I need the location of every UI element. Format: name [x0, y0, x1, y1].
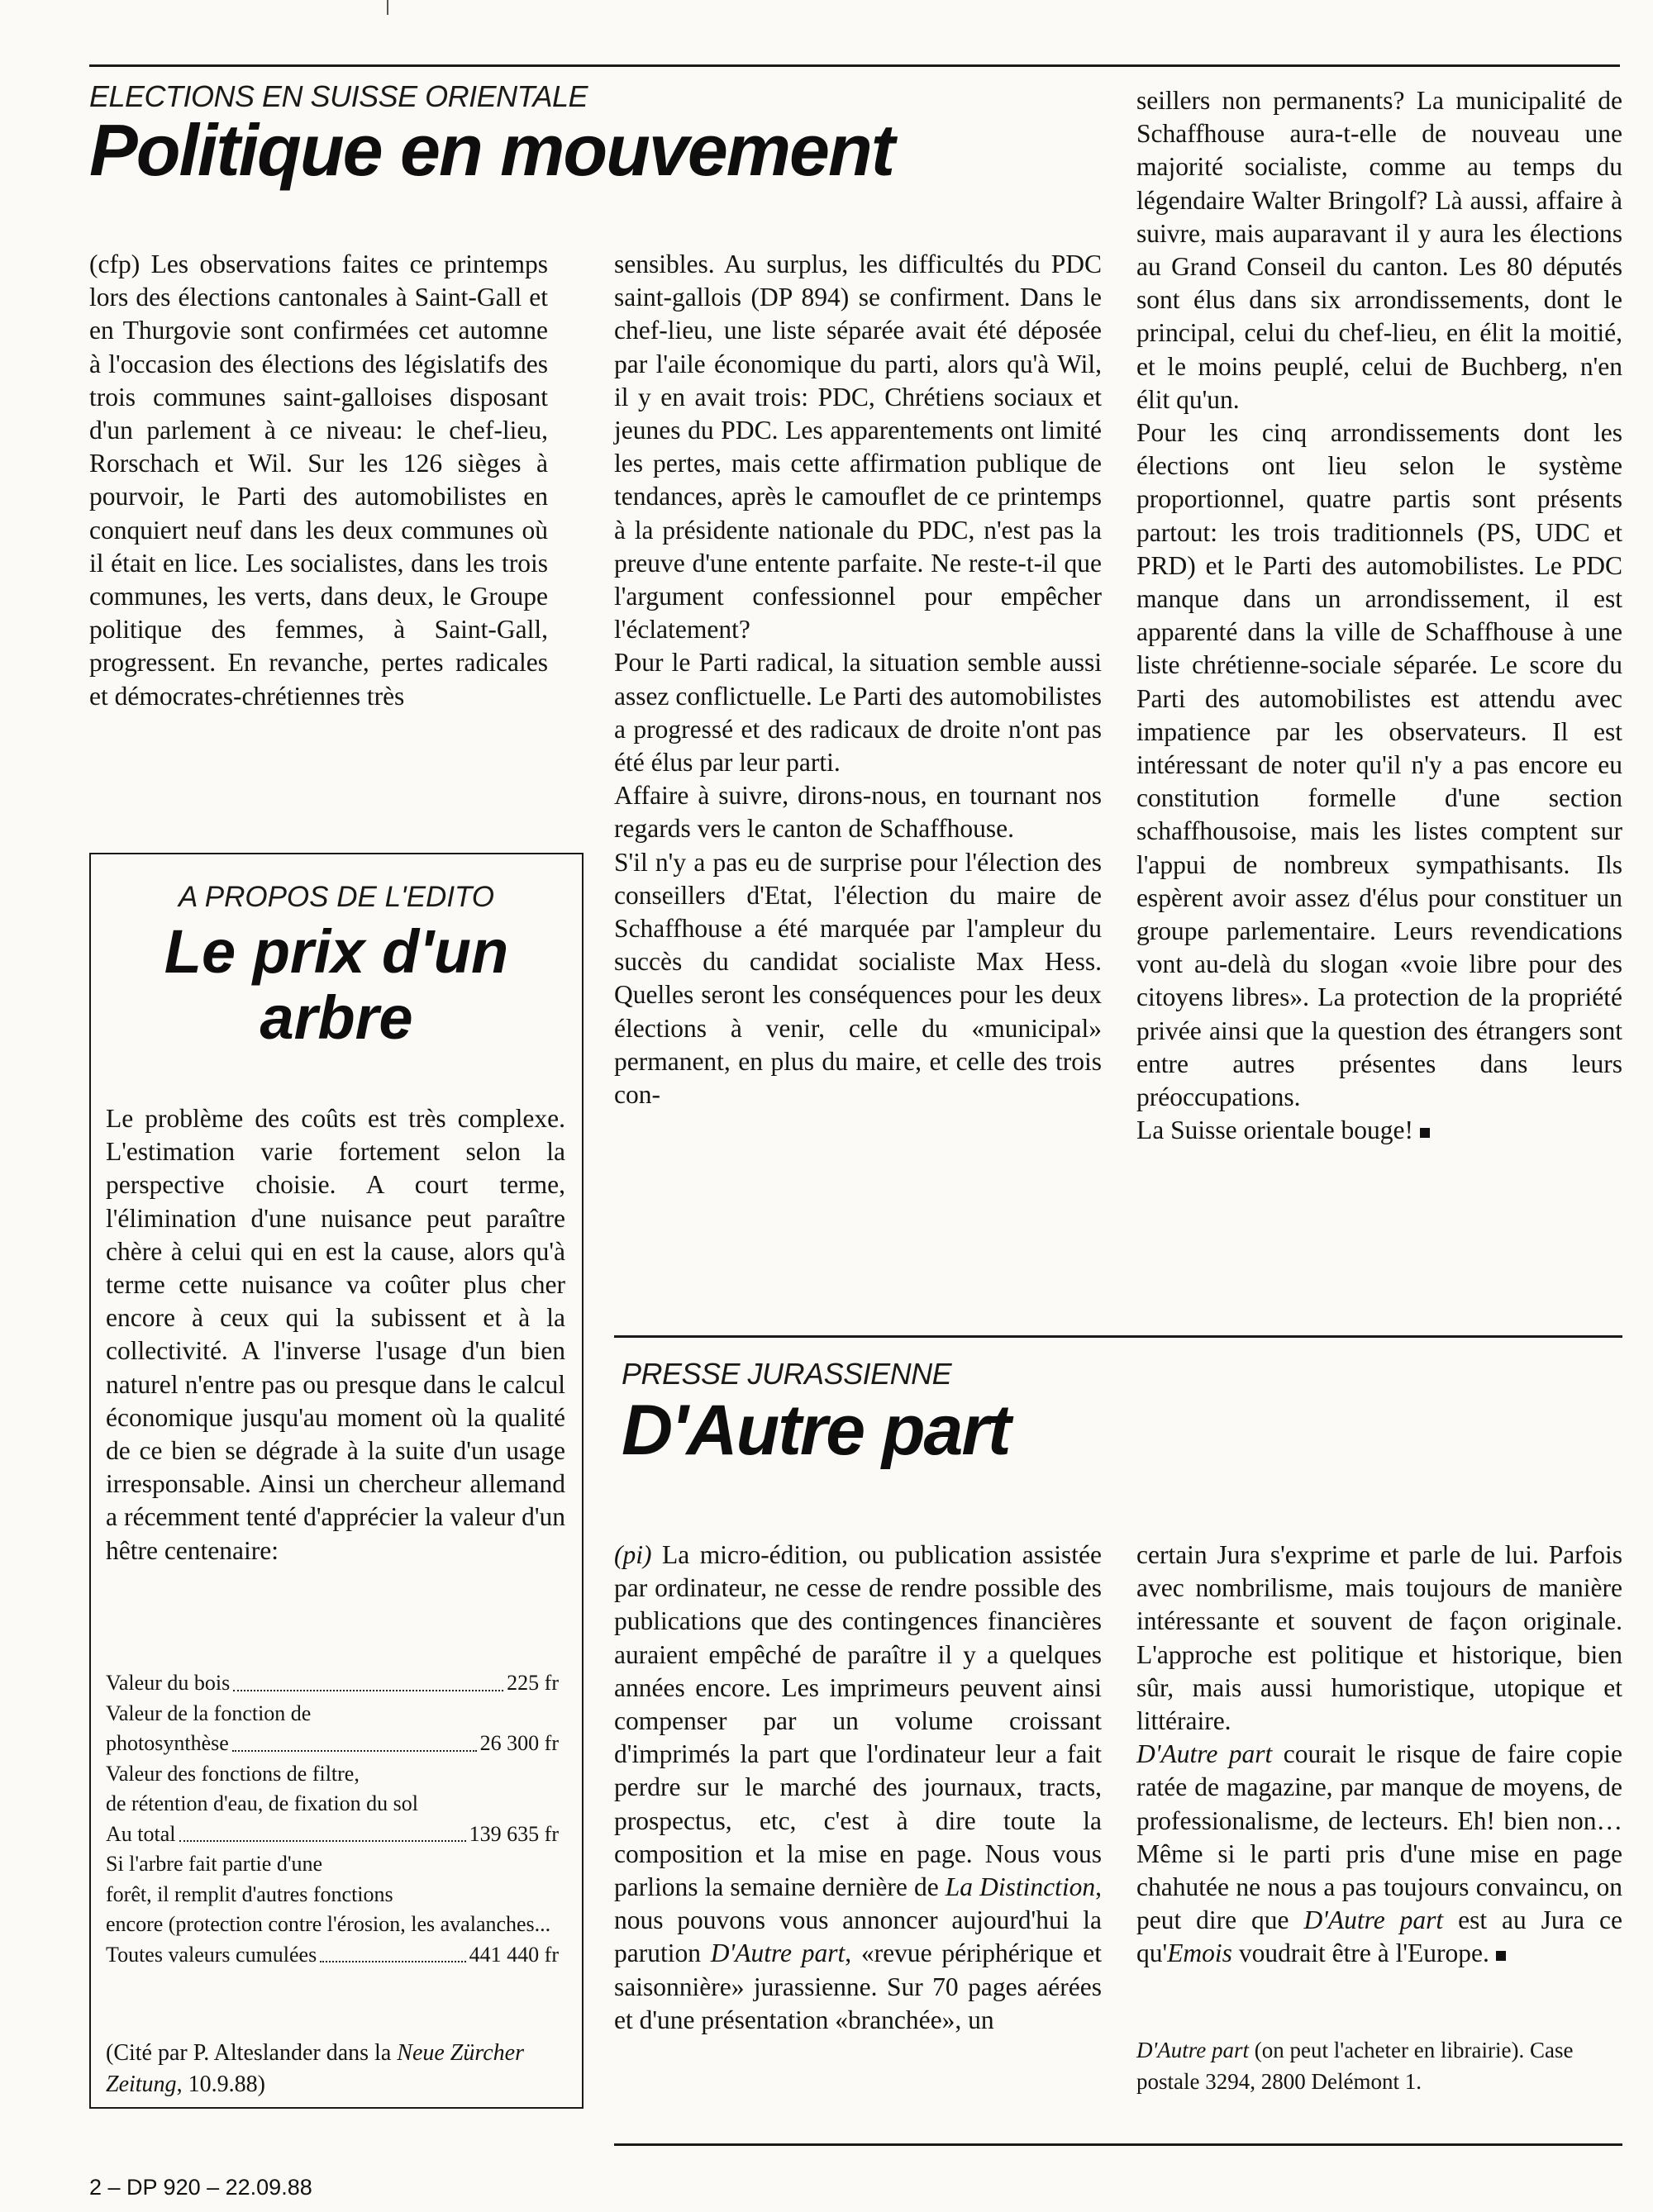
article2-title: D'Autre part: [622, 1391, 1010, 1470]
article2-italic-ref: Emois: [1167, 1938, 1232, 1968]
article2-text: est au Jura ce qu': [1136, 1905, 1623, 1968]
article2-italic-ref: La Distinction: [945, 1872, 1096, 1902]
value-label: de rétention d'eau, de fixation du sol: [106, 1791, 418, 1815]
article2-col1-text: [614, 1539, 1102, 2037]
scan-mark: [387, 0, 388, 15]
article2-text: voudrait être à l'Europe.: [1231, 1938, 1489, 1968]
value-row-cumulated: [106, 1940, 559, 1971]
article2-italic-ref: D'Autre part: [1136, 1739, 1273, 1769]
top-rule: [89, 64, 1620, 67]
sidebar-title-line1: Le prix d'un: [164, 917, 509, 986]
article1-column-3: [1136, 84, 1622, 1148]
citation-prefix: (Cité par P. Alteslander dans la: [106, 2040, 398, 2066]
article2-column-1: [614, 1539, 1102, 2037]
article2-text: La micro-édition, ou publication assistée par ordinateur, ne cesse de rendre possible des publications que des contingences financières auraient empêché de paraître il y a quelques années encore. Les imprimeurs peuvent ainsi compenser par un volume croissant d'imprimés la part que l'ordinateur leur a fait perdre sur le marché des journaux, tracts, prospectus, etc, c'est à dire toute la composition et la mise en page. Nous vous parlions la semaine dernière de: [614, 1540, 1102, 1902]
page-footer: 2 – DP 920 – 22.09.88: [89, 2175, 312, 2200]
article1-column-2: [614, 248, 1102, 1111]
value-note: encore (protection contre l'érosion, les avalanches...: [106, 1912, 551, 1936]
article1-col3-para3: [1136, 1114, 1622, 1147]
value-note: forêt, il remplit d'autres fonctions: [106, 1881, 393, 1906]
article1-kicker: ELECTIONS EN SUISSE ORIENTALE: [89, 79, 588, 113]
article1-closing-line: La Suisse orientale bouge!: [1136, 1116, 1414, 1145]
leader-dots: [179, 1820, 466, 1843]
bottom-rule: [614, 2143, 1622, 2146]
sidebar-citation: [106, 2038, 565, 2100]
article2-text: , nous pouvons vous annoncer aujourd'hui la parution: [614, 1872, 1103, 1968]
sidebar-kicker: A PROPOS DE L'EDITO: [178, 881, 495, 913]
article2-italic-ref: D'Autre part: [710, 1938, 846, 1968]
value-label: photosynthèse: [106, 1731, 229, 1755]
value-label: Toutes valeurs cumulées: [106, 1942, 317, 1967]
value-label: Au total: [106, 1821, 176, 1846]
value-amount: 441 440 fr: [469, 1942, 559, 1967]
article1-col1-text: (cfp) Les observations faites ce printemps lors des élections cantonales à Saint-Gall et en Thurgovie sont confirmées cet automne à l'occasion des élections des législatifs des trois communes saint-galloises disposant d'un parlement à ce niveau: le chef-lieu, Rorschach et Wil. Sur les 126 sièges à pourvoir, le Parti des automobilistes en conquiert neuf dans les deux communes où il était en lice. Les socialistes, dans les trois communes, les verts, dans deux, le Groupe politique des femmes, à Saint-Gall, progressent. En revanche, pertes radicales et démocrates-chrétiennes très: [89, 250, 548, 711]
article1-col2-para2: Pour le Parti radical, la situation semble aussi assez conflictuelle. Le Parti des automobilistes a progressé et des radicaux de droite n'ont pas été élus par leur parti.: [614, 648, 1102, 778]
article1-col2-para1: sensibles. Au surplus, les difficultés du PDC saint-gallois (DP 894) se confirment. Dans le chef-lieu, une liste séparée avait été déposée par l'aile économique du parti, alors qu'à Wil, il y en avait trois: PDC, Chrétiens sociaux et jeunes du PDC. Les apparentements ont limité les pertes, mais cette affirmation publique de tendances, après le camouflet de ce printemps à la présidente nationale du PDC, n'est pas la preuve d'une entente parfaite. Ne reste-t-il que l'argument confessionnel pour empêcher l'éclatement?: [614, 250, 1102, 645]
leader-dots: [233, 1668, 503, 1691]
value-label: Valeur du bois: [106, 1671, 231, 1695]
end-mark-icon: [1420, 1128, 1430, 1138]
sidebar-title: [91, 919, 582, 1051]
value-row-photosynthesis: [106, 1729, 559, 1759]
article1-col2-para3: Affaire à suivre, dirons-nous, en tournant nos regards vers le canton de Schaffhouse.: [614, 781, 1102, 844]
value-row-total: [106, 1820, 559, 1850]
article2-note: [1136, 2034, 1622, 2097]
citation-source: Neue Zürcher Zeitung: [106, 2040, 524, 2097]
value-label: Valeur des fonctions de filtre,: [106, 1761, 360, 1786]
citation-suffix: , 10.9.88): [176, 2072, 265, 2097]
article1-col3-para2: Pour les cinq arrondissements dont les élections ont lieu selon le système proportionnel, quatre partis sont présents partout: les trois traditionnels (PS, UDC et PRD) et le Parti des automobilistes. Le PDC manque dans un arrondissement, il est apparenté dans la ville de Schaffhouse à une liste chrétienne-sociale séparée. Le score du Parti des automobilistes est attendu avec impatience par les observateurs. Il est intéressant de noter qu'il n'y a pas encore eu constitution formelle d'une section schaffhousoise, mais les listes comptent sur l'appui de nombreux sympathisants. Ils espèrent avoir assez d'élus pour constituer un groupe parlementaire. Leurs revendications vont au-delà du slogan «voie libre pour des citoyens libres». La protection de la propriété privée ainsi que la question des étrangers sont entre autres présentes dans leurs préoccupations.: [1136, 418, 1622, 1112]
sidebar-title-line2: arbre: [260, 983, 413, 1052]
sidebar-body: Le problème des coûts est très complexe. L'estimation varie fortement selon la perspective choisie. A court terme, l'élimination d'une nuisance peut paraître chère à celui qui en est la cause, alors qu'à terme cette nuisance va coûter plus cher encore à ceux qui la subissent et à la collectivité. A l'inverse l'usage d'un bien naturel n'entre pas ou presque dans le calcul économique jusqu'au moment où la qualité de ce bien se dégrade à la suite d'un usage irresponsable. Ainsi un chercheur allemand a récemment tenté d'apprécier la valeur d'un hêtre centenaire:: [106, 1104, 565, 1565]
leader-dots: [232, 1729, 477, 1752]
leader-dots: [320, 1940, 465, 1963]
value-amount: 26 300 fr: [479, 1731, 559, 1755]
end-mark-icon: [1496, 1951, 1506, 1961]
article2-kicker: PRESSE JURASSIENNE: [622, 1357, 952, 1391]
article1-column-1: [89, 248, 548, 713]
value-amount: 139 635 fr: [469, 1821, 559, 1846]
article1-col2-para4: S'il n'y a pas eu de surprise pour l'élection des conseillers d'Etat, l'élection du maire de Schaffhouse a été marquée par l'ampleur du succès du candidat socialiste Max Hess. Quelles seront les conséquences pour les deux élections à venir, celle du «municipal» permanent, en plus du maire, et celle des trois con-: [614, 847, 1102, 1110]
article2-column-2: [1136, 1539, 1622, 1971]
article2-lead: (pi): [614, 1540, 652, 1569]
value-amount: 225 fr: [507, 1671, 559, 1695]
article2-note-text: (on peut l'acheter en librairie). Case postale 3294, 2800 Delémont 1.: [1136, 2038, 1574, 2094]
value-note: Si l'arbre fait partie d'une: [106, 1852, 323, 1876]
article2-text: , «revue périphérique et saisonnière» jurassienne. Sur 70 pages aérées et d'une présentation «branchée», un: [614, 1938, 1102, 2034]
article2-note-title: D'Autre part: [1136, 2038, 1250, 2062]
tree-value-list: [106, 1668, 559, 1970]
sidebar-box: [89, 853, 584, 2109]
value-label: Valeur de la fonction de: [106, 1701, 312, 1725]
article1-col3-para1: seillers non permanents? La municipalité de Schaffhouse aura-t-elle de nouveau une majorité socialiste, comme au temps du légendaire Walter Bringolf? Là aussi, affaire à suivre, mais auparavant il y aura les élections au Grand Conseil du canton. Les 80 députés sont élus dans six arrondissements, dont le principal, celui du chef-lieu, en élit la moitié, et le moins peuplé, celui de Buchberg, n'en élit qu'un.: [1136, 86, 1622, 414]
article2-text: courait le risque de faire copie ratée de magazine, par manque de moyens, de professionalisme, de lecteurs. Eh! bien non… Même si le parti pris d'une mise en page chahutée ne nous a pas toujours convaincu, on peut dire que: [1136, 1739, 1622, 1935]
article1-title: Politique en mouvement: [89, 109, 894, 191]
article2-col2-para2: [1136, 1738, 1622, 1970]
value-row-wood: [106, 1668, 559, 1699]
article2-italic-ref: D'Autre part: [1303, 1905, 1444, 1935]
article2-col2-para1: certain Jura s'exprime et parle de lui. Parfois avec nombrilisme, mais toujours de manière intéressante et souvent de façon originale. L'approche est politique et historique, bien sûr, mais aussi humoristique, utopique et littéraire.: [1136, 1540, 1622, 1736]
section-rule: [614, 1335, 1622, 1338]
